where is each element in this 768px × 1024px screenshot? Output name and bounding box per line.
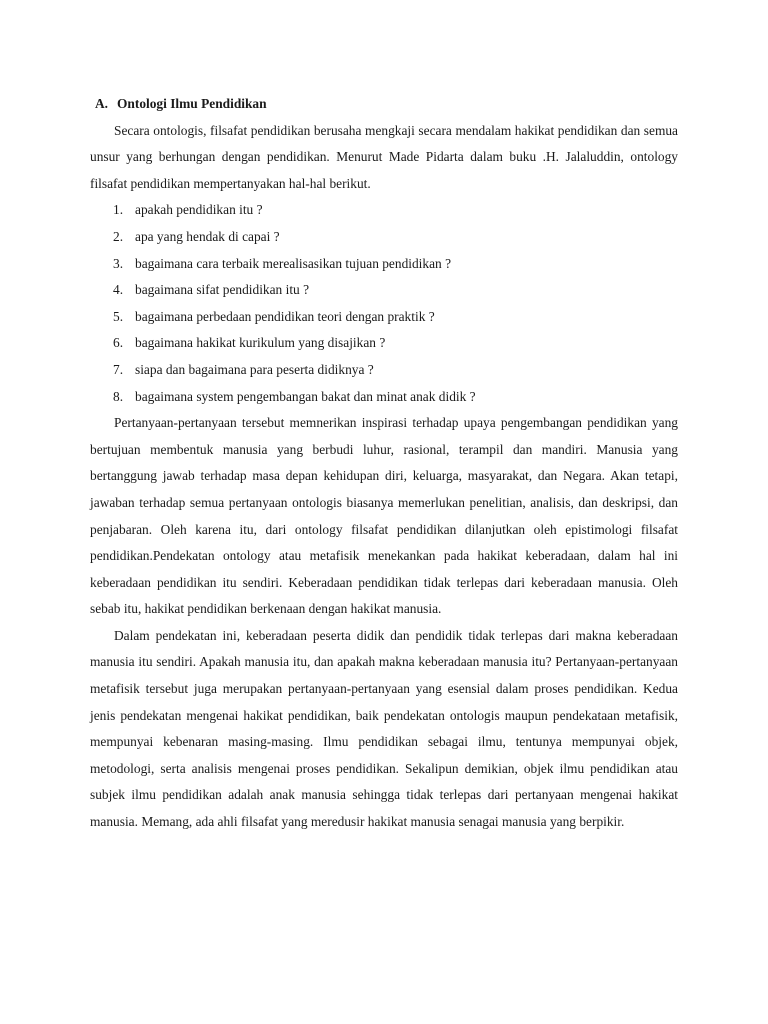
document-page bbox=[90, 91, 678, 836]
list-item bbox=[90, 357, 678, 384]
list-item bbox=[90, 251, 678, 278]
list-text: siapa dan bagaimana para peserta didiknya ? bbox=[135, 361, 374, 377]
list-item bbox=[90, 384, 678, 411]
section-heading bbox=[90, 91, 678, 118]
body-paragraph-3: Dalam pendekatan ini, keberadaan peserta didik dan pendidik tidak terlepas dari makna keberadaan manusia itu sendiri. Apakah manusia itu, dan apakah makna keberadaan manusia itu? Pertanyaan-pertanyaan metafisik tersebut juga merupakan pertanyaan-pertanyaan yang esensial dalam proses pendidikan. Kedua jenis pendekatan mengenai hakikat pendidikan, baik pendekatan ontologis maupun pendekataan metafisik, mempunyai kebenaran masing-masing. Ilmu pendidikan sebagai ilmu, tentunya mempunyai objek, metodologi, serta analisis mengenai proses pendidikan. Sekalipun demikian, objek ilmu pendidikan atau subjek ilmu pendidikan adalah anak manusia sehingga tidak terlepas dari pertanyaan mengenai hakikat manusia. Memang, ada ahli filsafat yang meredusir hakikat manusia senagai manusia yang berpikir. bbox=[90, 627, 678, 830]
section-letter: A. bbox=[95, 96, 109, 111]
question-list bbox=[90, 197, 678, 410]
list-text: bagaimana hakikat kurikulum yang disajikan ? bbox=[135, 335, 386, 351]
list-text: apakah pendidikan itu ? bbox=[135, 202, 263, 218]
intro-paragraph: Secara ontologis, filsafat pendidikan berusaha mengkaji secara mendalam hakikat pendidikan dan semua unsur yang berhungan dengan pendidikan. Menurut Made Pidarta dalam buku .H. Jalaluddin, ontology filsafat pendidikan mempertanyakan hal-hal berikut. bbox=[90, 122, 678, 191]
list-number: 4. bbox=[113, 282, 124, 298]
list-text: bagaimana sifat pendidikan itu ? bbox=[135, 282, 310, 298]
list-item bbox=[90, 277, 678, 304]
list-text: bagaimana cara terbaik merealisasikan tujuan pendidikan ? bbox=[135, 255, 452, 271]
list-number: 7. bbox=[113, 361, 124, 377]
list-text: apa yang hendak di capai ? bbox=[135, 228, 280, 244]
list-number: 2. bbox=[113, 228, 124, 244]
list-text: bagaimana system pengembangan bakat dan minat anak didik ? bbox=[135, 388, 476, 404]
body-paragraph-2: Pertanyaan-pertanyaan tersebut memnerikan inspirasi terhadap upaya pengembangan pendidikan yang bertujuan membentuk manusia yang berbudi luhur, rasional, terampil dan mandiri. Manusia yang bertanggung jawab terhadap masa depan kehidupan diri, keluarga, masyarakat, dan Negara. Akan tetapi, jawaban terhadap semua pertanyaan ontologis biasanya memerlukan penelitian, analisis, dan deskripsi, dan penjabaran. Oleh karena itu, dari ontology filsafat pendidikan dilanjutkan oleh epistimologi filsafat pendidikan.Pendekatan ontology atau metafisik menekankan pada hakikat keberadaan, dalam hal ini keberadaan pendidikan itu sendiri. Keberadaan pendidikan tidak terlepas dari keberadaan manusia. Oleh sebab itu, hakikat pendidikan berkenaan dengan hakikat manusia. bbox=[90, 415, 678, 617]
list-item bbox=[90, 224, 678, 251]
list-item bbox=[90, 197, 678, 224]
list-item bbox=[90, 330, 678, 357]
list-item bbox=[90, 304, 678, 331]
section-title: Ontologi Ilmu Pendidikan bbox=[117, 96, 267, 111]
list-text: bagaimana perbedaan pendidikan teori dengan praktik ? bbox=[135, 308, 435, 324]
list-number: 3. bbox=[113, 255, 124, 271]
list-number: 5. bbox=[113, 308, 124, 324]
list-number: 8. bbox=[113, 388, 124, 404]
list-number: 1. bbox=[113, 202, 124, 218]
list-number: 6. bbox=[113, 335, 124, 351]
